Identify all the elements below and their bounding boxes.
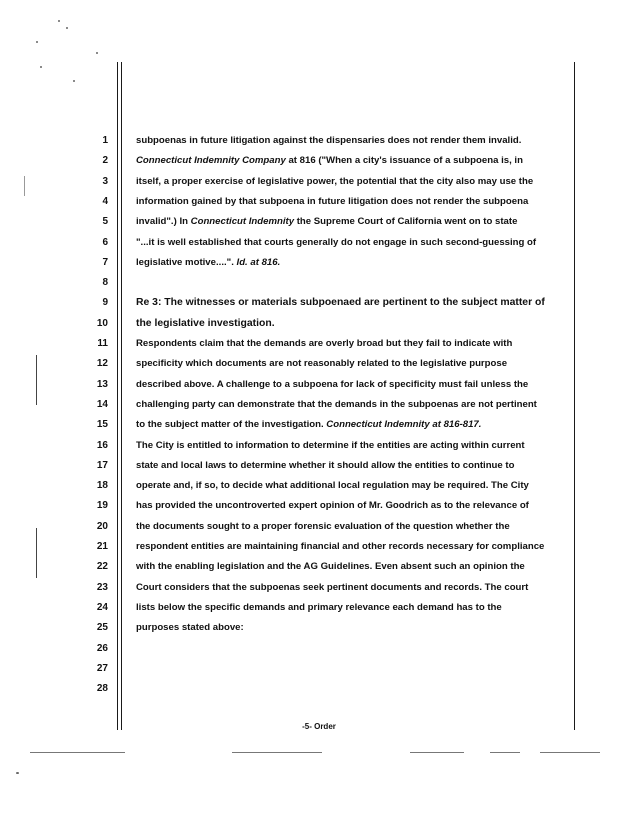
line-number: 23 bbox=[96, 581, 108, 593]
line-number: 13 bbox=[96, 378, 108, 390]
line-number: 22 bbox=[96, 561, 108, 573]
body-text-line bbox=[136, 480, 568, 492]
line-number: 27 bbox=[96, 662, 108, 674]
text-segment: with the enabling legislation and the AG Guidelines. Even absent such an opinion the bbox=[136, 561, 525, 573]
scan-dash bbox=[30, 752, 125, 753]
body-text-line bbox=[136, 399, 568, 411]
line-number: 3 bbox=[102, 175, 108, 187]
case-citation: Connecticut Indemnity bbox=[190, 216, 295, 228]
text-segment: Re 3: The witnesses or materials subpoenaed are pertinent to the subject matter of bbox=[136, 297, 545, 309]
line-number: 5 bbox=[102, 216, 108, 228]
scan-mark bbox=[36, 355, 37, 405]
text-segment: the documents sought to a proper forensic evaluation of the question whether the bbox=[136, 520, 510, 532]
body-text-line bbox=[136, 602, 568, 614]
body-text-line bbox=[136, 561, 568, 573]
scan-speck bbox=[73, 80, 75, 82]
line-number: 11 bbox=[97, 338, 108, 349]
text-segment: at 816 ("When a city's issuance of a subpoena is, in bbox=[285, 155, 523, 167]
line-number: 9 bbox=[102, 297, 108, 309]
body-text-line bbox=[136, 419, 568, 431]
section-heading-line bbox=[136, 318, 568, 330]
body-text-line bbox=[136, 237, 568, 249]
line-number: 4 bbox=[102, 195, 108, 207]
line-number: 6 bbox=[102, 236, 108, 248]
body-text-line bbox=[136, 257, 568, 269]
text-segment: The City is entitled to information to determine if the entities are acting within current bbox=[136, 439, 525, 451]
text-segment: itself, a proper exercise of legislative power, the potential that the city also may use the bbox=[136, 175, 534, 187]
body-text-line bbox=[136, 358, 568, 370]
line-number: 10 bbox=[96, 317, 108, 329]
body-text-line bbox=[136, 460, 568, 472]
text-segment: the Supreme Court of California went on to state bbox=[294, 216, 518, 228]
text-segment: purposes stated above: bbox=[136, 622, 244, 634]
line-number: 21 bbox=[96, 541, 108, 552]
line-number: 7 bbox=[102, 256, 108, 268]
body-text-line bbox=[136, 582, 568, 594]
scan-dash bbox=[490, 752, 520, 753]
text-segment: "...it is well established that courts generally do not engage in such second-guessing of bbox=[136, 236, 537, 248]
line-number: 1 bbox=[102, 135, 108, 146]
line-number: 8 bbox=[102, 277, 108, 289]
body-text-line bbox=[136, 500, 568, 512]
line-number: 20 bbox=[96, 520, 108, 532]
text-segment: challenging party can demonstrate that the demands in the subpoenas are not pertinent bbox=[136, 398, 537, 410]
text-segment: to the subject matter of the investigation. bbox=[136, 419, 327, 431]
text-segment: specificity which documents are not reasonably related to the legislative purpose bbox=[136, 358, 508, 370]
line-number: 12 bbox=[96, 358, 108, 370]
scan-mark bbox=[24, 176, 25, 196]
line-number: 18 bbox=[96, 480, 108, 492]
scan-speck bbox=[40, 66, 42, 68]
text-segment: state and local laws to determine whether it should allow the entities to continue to bbox=[136, 459, 515, 471]
scan-speck bbox=[36, 41, 38, 43]
line-number: 19 bbox=[96, 500, 108, 512]
case-citation: Connecticut Indemnity Company bbox=[136, 155, 286, 167]
line-number: 24 bbox=[96, 601, 108, 613]
left-margin-rule bbox=[117, 62, 118, 730]
scan-dash bbox=[232, 752, 322, 753]
line-number: 16 bbox=[96, 439, 108, 451]
text-segment: Court considers that the subpoenas seek pertinent documents and records. The court bbox=[136, 581, 529, 593]
text-segment: operate and, if so, to decide what additional local regulation may be required. The City bbox=[136, 480, 529, 492]
body-text-line bbox=[136, 440, 568, 452]
section-heading-line bbox=[136, 297, 568, 309]
body-text-line bbox=[136, 622, 568, 634]
scan-speck bbox=[58, 20, 60, 22]
text-segment: respondent entities are maintaining financial and other records necessary for compliance bbox=[136, 541, 545, 552]
text-segment: subpoenas in future litigation against the dispensaries does not render them invalid. bbox=[136, 135, 522, 146]
line-number: 26 bbox=[96, 642, 108, 654]
text-segment: information gained by that subpoena in future litigation does not render the subpoena bbox=[136, 195, 529, 207]
body-text-line bbox=[136, 379, 568, 391]
body-text-line bbox=[136, 155, 568, 167]
case-citation: Id. at 816. bbox=[236, 256, 281, 268]
text-segment: legislative motive....". bbox=[136, 256, 237, 268]
case-citation: Connecticut Indemnity at 816-817. bbox=[326, 419, 482, 431]
text-segment: Respondents claim that the demands are overly broad but they fail to indicate with bbox=[136, 338, 513, 349]
line-number: 17 bbox=[96, 459, 108, 471]
right-margin-rule bbox=[574, 62, 575, 730]
body-text-line bbox=[136, 135, 568, 147]
scan-speck bbox=[66, 27, 68, 29]
line-number: 28 bbox=[96, 683, 108, 695]
scan-mark bbox=[36, 528, 37, 578]
text-segment: lists below the specific demands and primary relevance each demand has to the bbox=[136, 601, 502, 613]
scan-speck bbox=[96, 52, 98, 54]
body-text-line bbox=[136, 196, 568, 208]
text-segment: invalid".) In bbox=[136, 216, 191, 228]
body-text-line bbox=[136, 541, 568, 553]
text-segment: has provided the uncontroverted expert opinion of Mr. Goodrich as to the relevance of bbox=[136, 500, 529, 512]
line-number: 2 bbox=[102, 155, 108, 167]
page-footer: -5- Order bbox=[302, 722, 336, 731]
scan-dash bbox=[540, 752, 600, 753]
body-text-line bbox=[136, 216, 568, 228]
text-segment: the legislative investigation. bbox=[136, 317, 275, 329]
left-margin-rule-inner bbox=[121, 62, 122, 730]
text-segment: described above. A challenge to a subpoena for lack of specificity must fail unless the bbox=[136, 378, 529, 390]
line-number: 15 bbox=[96, 419, 108, 431]
line-number: 14 bbox=[96, 398, 108, 410]
body-text-line bbox=[136, 338, 568, 350]
line-number: 25 bbox=[96, 622, 108, 634]
body-text-line bbox=[136, 176, 568, 188]
scan-dash bbox=[410, 752, 464, 753]
scan-speck bbox=[16, 772, 19, 774]
body-text-line bbox=[136, 521, 568, 533]
